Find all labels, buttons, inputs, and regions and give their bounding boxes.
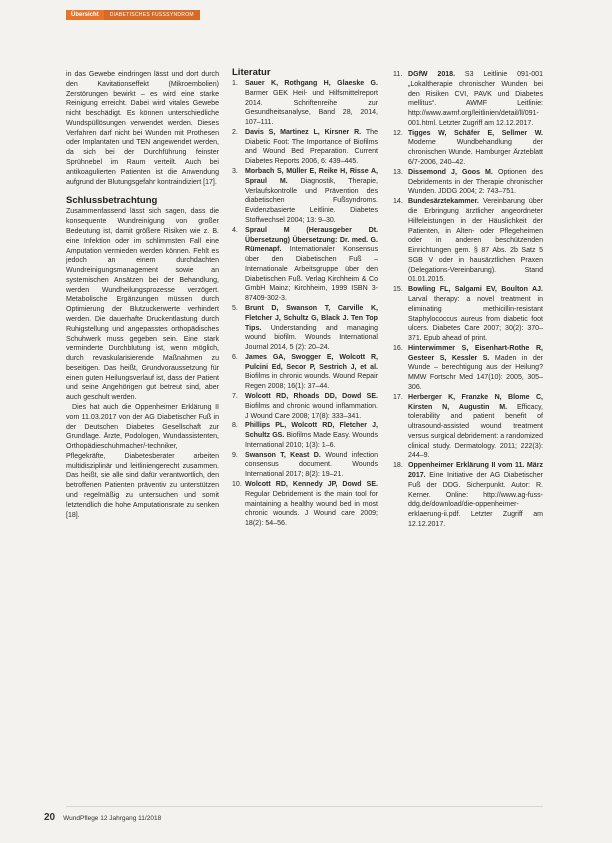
reference-number: 7.: [232, 393, 238, 400]
reference-number: 12.: [393, 129, 403, 137]
reference-authors: James GA, Swogger E, Wolcott R, Pulcini Ed, Secor P, Sestrich J, et al.: [245, 353, 378, 371]
reference-item: [393, 344, 543, 393]
reference-text: Biofilms in chronic wounds. Wound Repair Regen 2008; 16(1): 37–44.: [245, 373, 378, 391]
reference-list: [393, 70, 543, 530]
reference-number: 14.: [393, 198, 403, 206]
references-column-right: [393, 70, 543, 530]
reference-number: 10.: [232, 481, 242, 489]
reference-number: 9.: [232, 451, 238, 459]
reference-item: [393, 461, 543, 529]
reference-number: 5.: [232, 304, 238, 312]
reference-authors: Swanson T, Keast D.: [245, 451, 321, 459]
reference-authors: Sauer K, Rothgang H, Glaeske G.: [245, 80, 378, 87]
reference-authors: Dissemond J, Goos M.: [408, 168, 493, 176]
page-number: 20: [44, 812, 56, 823]
reference-item: [393, 285, 543, 344]
reference-text: Optionen des Debridements in der Therapie chronischer Wunden. JDDG 2004; 2: 743–751.: [408, 168, 543, 196]
reference-number: 6.: [232, 353, 238, 361]
literature-heading: Literatur: [232, 67, 271, 78]
section-heading: Schlussbetrachtung: [66, 195, 158, 207]
reference-item: [232, 128, 378, 167]
reference-item: [232, 480, 378, 529]
reference-list: [232, 79, 378, 529]
reference-authors: Morbach S, Müller E, Reike H, Risse A, Spraul M.: [245, 168, 378, 185]
reference-authors: Wolcott RD, Kennedy JP, Dowd SE.: [245, 481, 378, 489]
header-section-tag: Übersicht: [66, 10, 104, 20]
reference-authors: Davis S, Martinez L, Kirsner R.: [245, 128, 362, 136]
reference-item: [393, 393, 543, 461]
running-header: [66, 10, 200, 20]
reference-authors: DGfW 2018.: [408, 71, 456, 78]
reference-item: [393, 129, 543, 168]
reference-item: [232, 421, 378, 450]
reference-item: [393, 168, 543, 197]
reference-number: 8.: [232, 422, 238, 430]
reference-authors: Bundesärztekammer.: [408, 198, 479, 206]
header-topic-label: DIABETISCHES FUSSSYNDROM: [104, 10, 200, 20]
reference-text: Eine Initiative der AG Diabetischer Fuß der DDG. Sicherpunkt. Autor: R. Kerner. Online: http://www.ag-fuss-ddg.de/download/die-oppenheimer-erklaerung-ii.pdf. Letzter Zugriff am 12.12.2017.: [408, 472, 543, 528]
conclusion-paragraph: Zusammenfassend lässt sich sagen, dass die konsequente Wundreinigung von großer Bedeutung ist, damit größere Risiken wie z. B. eine Infektion oder im schlimmsten Fall eine Amputation vermieden werden können. Fehlt es jedoch an einem durchdachten Wundreinigungsmanagement sowie an systemischen Ansätzen bei der Behandlung, werden Wundheilungsprozesse verzögert. Metabolische Ergänzungen müssen durch Optimierung der Blutzuckerwerte verhindert werden. Die dauerhafte Druckentlastung durch Ruhigstellung und angepasstes orthopädisches Schuhwerk muss gegeben sein. Eine stark verminderte Durchblutung ist, wenn möglich, durch revaskularisierende Maßnahmen zu beseitigen. Das heißt, Grundvoraussetzung für einen guten Heilungsverlauf ist, dass der Patient und seine Angehörigen gut betreut sind, aber auch geschult werden.: [66, 208, 219, 402]
reference-authors: Oppenheimer Erklärung II vom 11. März 2017.: [408, 462, 543, 480]
reference-item: [232, 167, 378, 226]
reference-number: 17.: [393, 393, 403, 401]
reference-text: Wound infection consensus document. Wounds International 2017; 8(2): 19–21.: [245, 451, 379, 479]
reference-item: [393, 197, 543, 285]
reference-number: 3.: [232, 168, 238, 176]
reference-item: [232, 304, 378, 353]
references-column-middle: [232, 67, 379, 529]
reference-item: [232, 353, 378, 392]
reference-authors: Tigges W, Schäfer E, Sellmer W.: [408, 129, 543, 137]
footer-divider: [66, 806, 543, 807]
reference-text: Regular Debridement is the main tool for maintaining a healthy wound bed in most chronic wounds. J Wound care 2009; 18(2): 54–56.: [245, 490, 378, 528]
reference-item: [232, 392, 378, 421]
reference-authors: Herberger K, Franzke N, Blome C, Kirsten N, Augustin M.: [408, 393, 543, 411]
reference-item: [232, 79, 378, 128]
reference-text: Maden in der Wunde – berechtigung aus der Heilung? MMW Fortschr Med 147(10): 2005, 305–306.: [408, 354, 544, 391]
reference-number: 2.: [232, 128, 238, 136]
reference-number: 1.: [232, 80, 238, 87]
reference-number: 16.: [393, 344, 403, 352]
reference-text: S3 Leitlinie 091-001 „Lokaltherapie chronischer Wunden bei den Risiken CVI, PAVK und Diabetes mellitus“. AWMF Leitlinie: http://www.awmf.org/leitlinien/detail/ll/091-001.html. Letzter Zugriff am 12.12.2017.: [408, 71, 543, 127]
reference-text: Moderne Wundbehandlung der chronischen Wunde. Hamburger Ärzteblatt 6/7-2006, 240–42.: [408, 139, 543, 167]
reference-text: Barmer GEK Heil- und Hilfsmittelreport 2014. Schriftenreihe zur Gesundheitsanalyse, Band 28, 2014, 107–111.: [245, 89, 378, 127]
reference-text: Internationaler Konsensus über den Diabetischen Fuß – Internationale Arbeitsgruppe über den Diabetischen Fuß. Verlag Kirchheim & Co GmbH Mainz; Kirchheim, 1999 ISBN 3-87409-302-3.: [245, 246, 378, 303]
reference-number: 13.: [393, 168, 403, 176]
reference-number: 4.: [232, 226, 238, 234]
reference-text: Biofilms Made Easy. Wounds International 2010; 1(3): 1–6.: [245, 432, 379, 449]
reference-text: Understanding and managing wound biofilm. Wounds International Journal 2014, 5 (2): 20–24.: [245, 324, 378, 352]
reference-authors: Brunt D, Swanson T, Carville K, Fletcher J, Schultz G, Black J. Ten Top Tips.: [245, 304, 378, 332]
reference-authors: Phillips PL, Wolcott RD, Fletcher J, Schultz GS.: [245, 422, 378, 440]
reference-authors: Hinterwimmer S, Eisenhart-Rothe R, Gesteer S, Kessler S.: [408, 344, 543, 362]
reference-number: 18.: [393, 462, 403, 470]
reference-number: 11.: [393, 71, 403, 78]
reference-text: Biofilms and chronic wound inflammation. J Wound Care 2008; 17(8): 333–341.: [245, 402, 378, 420]
reference-item: [232, 226, 378, 304]
reference-authors: Spraul M (Herausgeber Dt. Übersetzung) Übersetzung: Dr. med. G. Rümenapf.: [245, 226, 378, 254]
conclusion-paragraph: Dies hat auch die Oppenheimer Erklärung II vom 11.03.2017 von der AG Diabetischer Fuß in der Deutschen Diabetes Gesellschaft zur Grundlage. Ärzte, Podologen, Wundassistenten, Orthopädieschuhmacher/-techniker, Pflegekräfte, Diabetesberater arbeiten multidisziplinär und leitliniengerecht zusammen. Das heißt, sie alle sind dafür verantwortlich, den betroffenen Patienten präventiv zu unterstützen und regelmäßig zu untersuchen und somit letztendlich die hohe Amputationsrate zu senken [18].: [66, 404, 219, 519]
page-footer: [44, 812, 161, 823]
text-column-left: [66, 70, 219, 520]
reference-authors: Wolcott RD, Rhoads DD, Dowd SE.: [245, 393, 378, 400]
reference-number: 15.: [393, 286, 403, 294]
reference-item: [393, 70, 543, 129]
reference-item: [232, 451, 378, 480]
reference-text: Diagnostik, Therapie, Verlaufskontrolle und Prävention des diabetischen Fußsyndroms. Evidenzbasierte Leitlinie. Diabetes Stoffwechsel 2004; 13: 9–30.: [245, 177, 378, 224]
reference-text: Vereinbarung über die Erbringung ärztlicher angeordneter Hilfeleistungen in der Häuslichkeit der Patienten, in Alten- oder Pflegeheimen oder in anderen beschützenden Einrichtungen gem. § 87 Abs. 2b Satz 5 SGB V oder in hausärztlichen Praxen (Delegations-Vereinbarung). Stand 01.01.2015.: [408, 198, 543, 284]
reference-text: The Diabetic Foot: The Importance of Biofilms and Wound Bed Preparation. Current Diabetes Reports 2006, 6: 439–445.: [245, 128, 378, 166]
body-paragraph: in das Gewebe eindringen lässt und dort durch den Kavitationseffekt (Mikroembolien) Zerstörungen bewirkt – es wird eine starke Reinigung erreicht. Dabei wird vitales Gewebe nicht beschädigt. Es können unterschiedliche Wundspüllösungen verwendet werden. Dieses Verfahren darf nicht bei Wunden mit Prothesen oder Implantaten und TEN angewendet werden, da sich bei der Durchführung feinster Sprühnebel im Raum verteilt. Auch bei antikoagulierten Patienten ist die Anwendung aufgrund der Blutungsgefahr kontraindiziert [17].: [66, 71, 219, 186]
reference-authors: Bowling FL, Salgami EV, Boulton AJ.: [408, 286, 543, 294]
reference-text: Larval therapy: a novel treatment in eliminating methicillin-resistant Staphylococcus aureus from diabetic foot ulcers. Diabetes Care 2007; 30(2): 370–371. Epub ahead of print.: [408, 295, 543, 343]
reference-text: Efficacy, tolerability and patient benefit of ultrasound-assisted wound treatment versus surgical debridement: a randomized clinical study. Dermatology. 2011; 222(3): 244–9.: [408, 403, 543, 460]
journal-citation: WundPflege 12 Jahrgang 11/2018: [63, 815, 162, 822]
